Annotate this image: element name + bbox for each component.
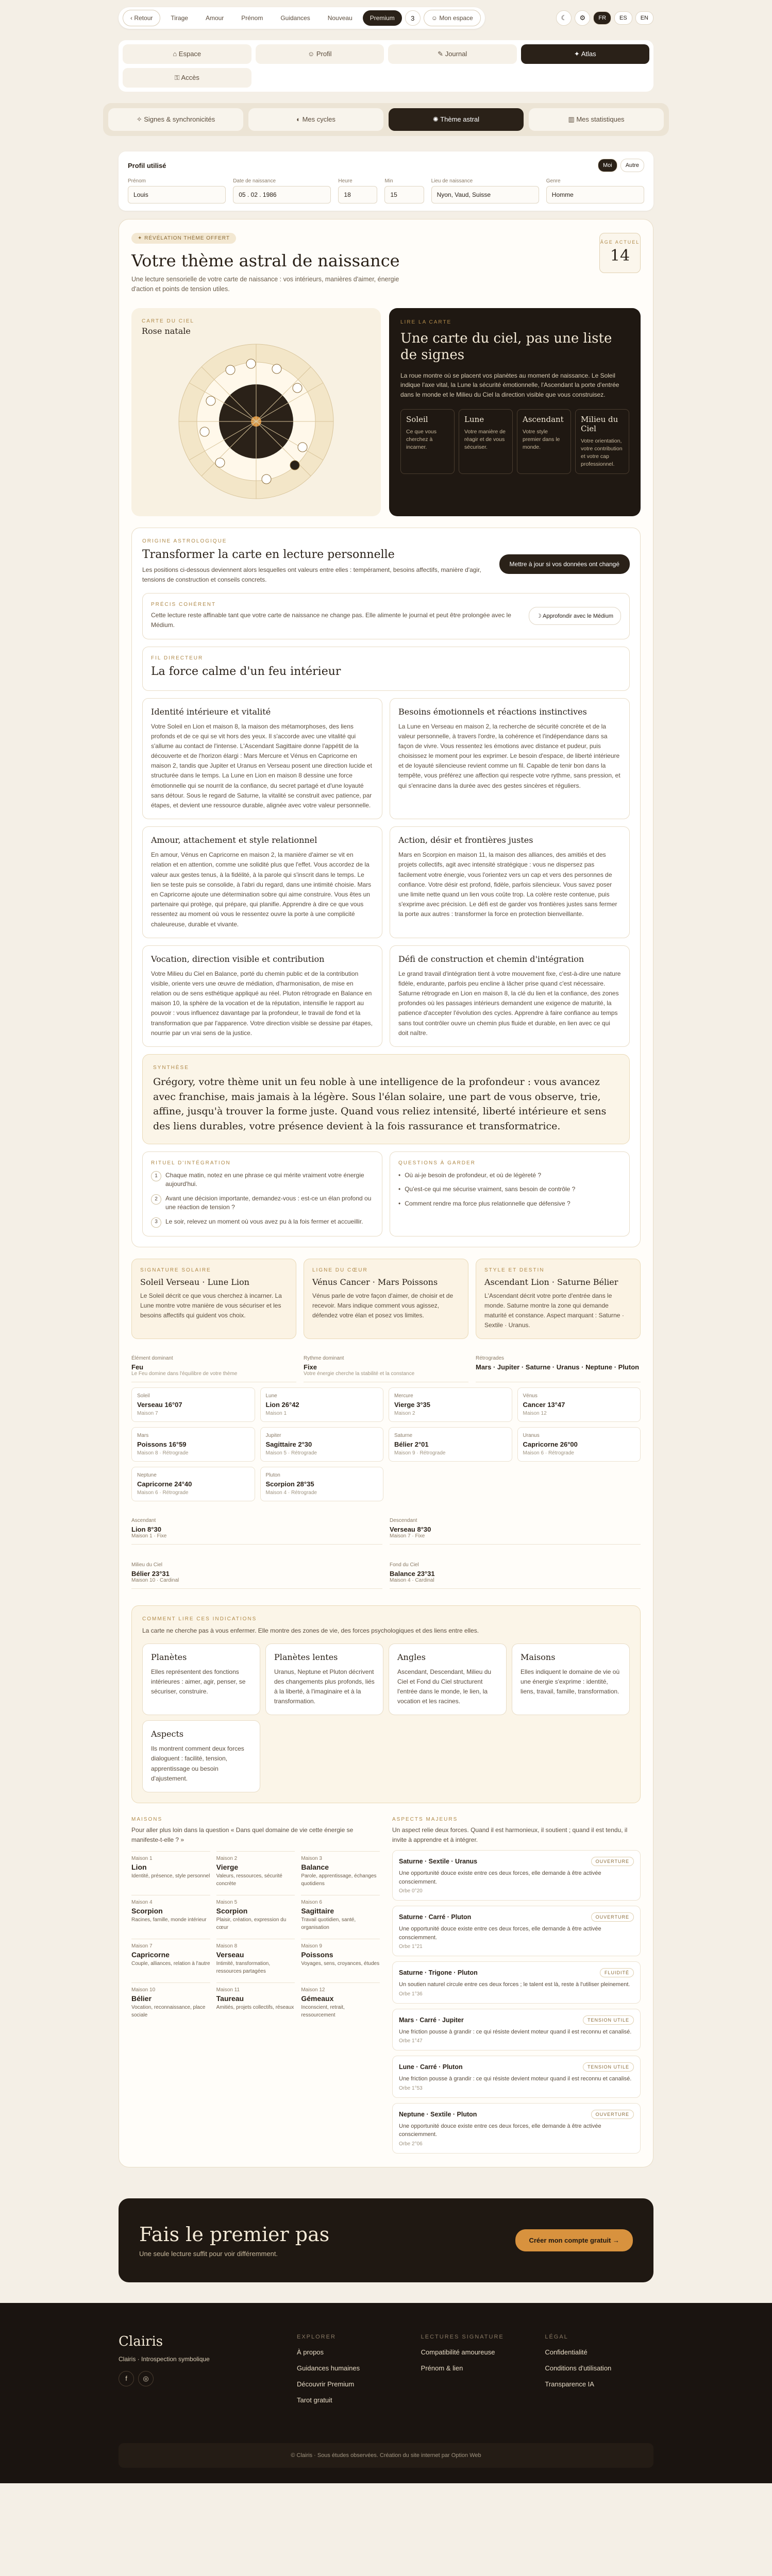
footer-link[interactable]: Prénom & lien: [421, 2364, 463, 2372]
premium-count-badge: 3: [405, 10, 421, 26]
aspects-section: ASPECTS MAJEURS Un aspect relie deux forces. Quand il est harmonieux, il soutient ; quand il est tendu, il invite à apprendre et à intégrer. Saturne · Sextile · Uranus OUVERTURE Une opportunité douce existe entre ces deux forces, elle demande à être activée consciemment. Orbe 0°20 Saturne · Carré · Pluton OUVERTURE Une opportunité douce existe entre ces deux forces, elle demande à être activée consciemment. Orbe 1°21 Saturne · Trigone · Pluton FLUIDITÉ Un soutien naturel circule entre ces deux forces ; le talent est là, reste à l'utiliser pleinement. Orbe 1°36 Mars · Carré · Jupiter TENSION UTILE Une friction pousse à grandir : ce qui résiste devient moteur quand il est reconnu et canalisé. Orbe 1°47 Lune · Carré · Pluton TENSION UTILE Une friction pousse à grandir : ce qui résiste devient moteur quand il est reconnu et canalisé. Orbe 1°53 Neptune · Sextile · Pluton OUVERTURE Une opportunité douce existe entre ces deux forces, elle demande à être activée consciemment. Orbe 2°06: [392, 1817, 641, 2154]
house-5: Maison 5 Scorpion Plaisir, création, expression du cœur: [216, 1895, 295, 1931]
howto-maisons: Maisons Elles indiquent le domaine de vie où une énergie s'exprime : identité, liens, travail, famille, transformation.: [512, 1643, 630, 1716]
tab-theme-astral[interactable]: ✺ Thème astral: [389, 108, 524, 131]
page-subtitle: Une lecture sensorielle de votre carte de naissance : vos intérieurs, manières d'aimer, énergie d'action et points de tension utiles.: [131, 276, 399, 293]
block-amour: Amour, attachement et style relationnel En amour, Vénus en Capricorne en maison 2, la manière d'aimer se vit en relation et en attention, comme une solidité plus que l'effet. Vous accordez de la valeur aux gestes tenus, à la fidélité, à la parole qui s'inscrit dans le temps. Le lien se teste puis se consolide, à l'abri du regard, dans une intimité choisie. Mars en Capricorne ajoute une détermination sobre qui aime construire. Vous êtes un partenaire qui protège, qui prépare, qui planifie. Apprendre à dire ce que vous ressentez au moment où vous le ressentez ouvre la porte à une complicité chaleureuse, durable et vivante.: [142, 826, 382, 938]
dominant-element: Élément dominant Feu Le Feu domine dans l'équilibre de votre thème: [131, 1350, 296, 1382]
angles-grid: [131, 1513, 641, 1594]
aspect-row: Mars · Carré · Jupiter TENSION UTILE Une friction pousse à grandir : ce qui résiste devient moteur quand il est reconnu et canalisé. Orbe 1°47: [392, 2009, 641, 2051]
lang-es[interactable]: ES: [614, 11, 632, 25]
birthdate-input[interactable]: 05 . 02 . 1986: [233, 186, 331, 204]
theme-toggle-icon[interactable]: ☾: [556, 10, 572, 26]
instagram-icon[interactable]: ◎: [138, 2371, 154, 2386]
block-identite: Identité intérieure et vitalité Votre Soleil en Lion et maison 8, la maison des métamorphoses, des liens profonds et de ce qui se vit hors des yeux. Il s'accorde avec une vitalité qui s'allume au contact de l'intense. L'Ascendant Sagittaire donne l'appétit de la découverte et de l'horizon élargi : Mars Mercure et Vénus en Capricorne en maison 2, tandis que Jupiter et Uranus en Verseau posent une direction lucide et structurée dans le temps. La Lune en Lion en maison 8 dessine une force émotionnelle qui se nourrit de la confiance, du secret partagé et d'une loyauté sans détour. Sous le regard de Saturne, la vitalité se construit avec patience, par étapes, et devient une ressource durable, alignée avec votre valeur personnelle.: [142, 698, 382, 820]
house-6: Maison 6 Sagittaire Travail quotidien, santé, organisation: [301, 1895, 380, 1931]
house-8: Maison 8 Verseau Intimité, transformation, ressources partagées: [216, 1939, 295, 1975]
profile-panel: [119, 151, 653, 211]
back-button[interactable]: ‹ Retour: [123, 10, 160, 26]
update-data-button[interactable]: Mettre à jour si vos données ont changé: [499, 554, 630, 574]
transform-text: Les positions ci-dessous deviennent alors lesquelles ont valeurs entre elles : tempérament, besoins affectifs, manière d'agir, tensions de construction et conseils concrets.: [142, 566, 481, 583]
tab-espace[interactable]: ⌂ Espace: [123, 44, 251, 64]
key-milieu-du-ciel: Milieu du Ciel Votre orientation, votre contribution et votre cap professionnel.: [575, 409, 629, 474]
reading-text: La roue montre où se placent vos planètes au moment de naissance. Le Soleil indique l'axe vital, la Lune la sécurité émotionnelle, l'Ascendant la porte d'entrée dans le monde et le Milieu du Ciel la direction visible que vous construisez.: [400, 371, 619, 398]
prenom-input[interactable]: Louis: [128, 186, 226, 204]
tab-cycles[interactable]: ◐ Mes cycles: [248, 108, 383, 131]
accuracy-text: Cette lecture reste affinable tant que votre carte de naissance ne change pas. Elle alimente le journal et peut être prolongée avec le Médium.: [151, 612, 511, 629]
block-defi: Défi de construction et chemin d'intégration Le grand travail d'intégration tient à votre mouvement fixe, c'est-à-dire une nature fidèle, endurante, parfois peu encline à lâcher prise quand c'est nécessaire. Saturne rétrograde en Lion en maison 8, la clé du lien et la confiance, des zones profondes où les passages intérieurs demandent une exigence de maturité, la patience d'accepter l'évolution des cycles. Apprendre à faire confiance au temps sans tout contrôler ouvre un chemin plus fluide et durable, en lien avec ce qui doit naître.: [390, 945, 630, 1047]
natal-chart-card: [119, 219, 653, 2167]
footer-link[interactable]: Découvrir Premium: [297, 2380, 355, 2388]
meta-row: [131, 1350, 641, 1387]
space-tabs: [119, 40, 653, 92]
copyright: © Clairis · Sous études observées. Création du site internet par Option Web: [119, 2443, 653, 2468]
howto-text: La carte ne cherche pas à vous enfermer. Elle montre des zones de vie, des forces psychologiques et des liens entre elles.: [142, 1627, 479, 1635]
hour-select[interactable]: 18: [338, 186, 377, 204]
key-lune: Lune Votre manière de réagir et de vous sécuriser.: [459, 409, 513, 474]
nav-prenom[interactable]: Prénom: [241, 14, 263, 22]
footer-link[interactable]: Tarot gratuit: [297, 2396, 332, 2404]
planet-saturne: Saturne Bélier 2°01 Maison 9 · Rétrograde: [389, 1427, 512, 1462]
angle-fond-du-ciel: Fond du Ciel Balance 23°31 Maison 4 · Cardinal: [390, 1557, 641, 1589]
label-min: Min: [384, 178, 393, 184]
birthplace-input[interactable]: Nyon, Vaud, Suisse: [431, 186, 539, 204]
ritual-box: RITUEL D'INTÉGRATION 1 Chaque matin, notez en une phrase ce qui mérite vraiment votre énergie aujourd'hui. 2 Avant une décision importante, demandez-vous : est-ce un élan profond ou une réaction de tension ? 3 Le soir, relevez un moment où vous avez pu à la fois fermer et accueillir.: [142, 1151, 382, 1236]
aspect-row: Saturne · Sextile · Uranus OUVERTURE Une opportunité douce existe entre ces deux forces, elle demande à être activée consciemment. Orbe 0°20: [392, 1850, 641, 1901]
cta-banner: [119, 2198, 653, 2282]
footer-tagline: Clairis · Introspection symbolique: [119, 2355, 210, 2363]
howto-planetes: Planètes Elles représentent des fonctions intérieures : aimer, agir, penser, se sécuriser, construire.: [142, 1643, 260, 1716]
header-controls: [556, 10, 653, 26]
trio-destin: STYLE ET DESTIN Ascendant Lion · Saturne Bélier L'Ascendant décrit votre porte d'entrée dans le monde. Saturne montre la zone qui demande maturité et constance. Aspect marquant : Saturne · Sextile · Uranus.: [476, 1259, 641, 1340]
wheel-title: Rose natale: [142, 326, 191, 336]
trio-coeur: LIGNE DU CŒUR Vénus Cancer · Mars Poissons Vénus parle de votre façon d'aimer, de choisir et de recevoir. Mars indique comment vous agissez, défendez votre élan et posez vos limites.: [304, 1259, 468, 1340]
age-value: 14: [610, 247, 630, 265]
angle-descendant: Descendant Verseau 8°30 Maison 7 · Fixe: [390, 1513, 641, 1545]
label-prenom: Prénom: [128, 178, 146, 184]
planet-neptune: Neptune Capricorne 24°40 Maison 6 · Rétrograde: [131, 1467, 255, 1501]
questions-box: QUESTIONS À GARDER • Où ai-je besoin de profondeur, et où de légèreté ? • Qu'est-ce qui me sécurise vraiment, sans besoin de contrôle ? • Comment rendre ma force plus relationnelle que défensive ?: [390, 1151, 630, 1236]
settings-icon[interactable]: ⚙: [575, 10, 590, 26]
block-vocation: Vocation, direction visible et contribution Votre Milieu du Ciel en Balance, porté du chemin public et de la contribution visible, oriente vers une œuvre de médiation, d'harmonisation, de mise en relation ou de sens esthétique appliqué au réel. Pluton rétrograde en Balance en maison 10, la sphère de la vocation et de la réputation, intensifie le rapport au pouvoir : vous influencez davantage par la profondeur, le travail de fond et la transformation que par l'apparence. Votre direction visible se dessine par étapes, nourrie par un vrai sens de la justice.: [142, 945, 382, 1047]
aspect-row: Saturne · Carré · Pluton OUVERTURE Une opportunité douce existe entre ces deux forces, elle demande à être activée consciemment. Orbe 1°21: [392, 1906, 641, 1956]
label-genre: Genre: [546, 178, 561, 184]
dominant-rhythm: Rythme dominant Fixe Votre énergie cherche la stabilité et la constance: [304, 1350, 468, 1382]
house-2: Maison 2 Vierge Valeurs, ressources, sécurité concrète: [216, 1851, 295, 1888]
planet-uranus: Uranus Capricorne 26°00 Maison 6 · Rétrograde: [517, 1427, 641, 1462]
natal-wheel: [174, 339, 339, 504]
nav-tirage[interactable]: Tirage: [171, 14, 188, 22]
minute-select[interactable]: 15: [384, 186, 424, 204]
profile-title: Profil utilisé: [128, 161, 166, 170]
profile-self-toggle[interactable]: Moi: [598, 159, 617, 172]
director-box: FIL DIRECTEUR La force calme d'un feu intérieur: [142, 647, 630, 691]
key-ascendant: Ascendant Votre style premier dans le monde.: [517, 409, 571, 474]
synthesis-text: Grégory, votre thème unit un feu noble à une intelligence de la profondeur : vous avancez avec franchise, mais jamais à la légère. Sous l'élan solaire, une part de vous observe, trie, affine, jusqu'à trouver la forme juste. Quand vous reliez intensité, liberté intérieure et sens des liens durables, votre présence devient à la fois rassurance et transformatrice.: [153, 1076, 607, 1132]
house-9: Maison 9 Poissons Voyages, sens, croyances, études: [301, 1939, 380, 1975]
aspect-row: Lune · Carré · Pluton TENSION UTILE Une friction pousse à grandir : ce qui résiste devient moteur quand il est reconnu et canalisé. Orbe 1°53: [392, 2056, 641, 2098]
tab-signes[interactable]: ✧ Signes & synchronicités: [108, 108, 243, 131]
reading-title: Une carte du ciel, pas une liste de signes: [400, 330, 612, 363]
synthesis-box: SYNTHÈSE Grégory, votre thème unit un feu noble à une intelligence de la profondeur : vous avancez avec franchise, mais jamais à la légère. Sous l'élan solaire, une part de vous observe, trie, affine, jusqu'à trouver la forme juste. Quand vous reliez intensité, liberté intérieure et sens des liens durables, votre présence devient à la fois rassurance et transformatrice.: [142, 1054, 630, 1144]
facebook-icon[interactable]: f: [119, 2371, 134, 2386]
gender-select[interactable]: Homme: [546, 186, 644, 204]
footer-link[interactable]: Conditions d'utilisation: [545, 2364, 612, 2372]
page-title: Votre thème astral de naissance: [131, 251, 400, 270]
my-space-button[interactable]: ☺ Mon espace: [424, 10, 481, 26]
retrogrades: Rétrogrades Mars · Jupiter · Saturne · Uranus · Neptune · Pluton: [476, 1350, 641, 1382]
footer-link[interactable]: Compatibilité amoureuse: [421, 2348, 495, 2356]
reading-panel: [389, 308, 641, 516]
create-account-button[interactable]: Créer mon compte gratuit →: [515, 2229, 633, 2251]
aspect-row: Neptune · Sextile · Pluton OUVERTURE Une opportunité douce existe entre ces deux forces, elle demande à être activée consciemment. Orbe 2°06: [392, 2103, 641, 2154]
label-heure: Heure: [338, 178, 353, 184]
footer-link[interactable]: Confidentialité: [545, 2348, 588, 2356]
aspect-row: Saturne · Trigone · Pluton FLUIDITÉ Un soutien naturel circule entre ces deux forces ; le talent est là, reste à l'utiliser pleinement. Orbe 1°36: [392, 1961, 641, 2004]
medium-button[interactable]: ☽ Approfondir avec le Médium: [529, 607, 621, 625]
howto-angles: Angles Ascendant, Descendant, Milieu du Ciel et Fond du Ciel structurent l'entrée dans le monde, le lien, la vocation et les racines.: [389, 1643, 507, 1716]
trio-solaire: SIGNATURE SOLAIRE Soleil Verseau · Lune Lion Le Soleil décrit ce que vous cherchez à incarner. La Lune montre votre manière de vous sécuriser et les besoins affectifs qui guident vos choix.: [131, 1259, 296, 1340]
house-3: Maison 3 Balance Parole, apprentissage, échanges quotidiens: [301, 1851, 380, 1888]
lang-en[interactable]: EN: [635, 11, 653, 25]
hero-badge: ✦ RÉVÉLATION THÈME OFFERT: [131, 233, 236, 244]
footer-link[interactable]: Transparence IA: [545, 2380, 594, 2388]
wheel-panel: [131, 308, 381, 516]
howto-planetes-lentes: Planètes lentes Uranus, Neptune et Pluton décrivent des changements plus profonds, liés à la liberté, à l'imaginaire et à la transformation.: [265, 1643, 383, 1716]
footer-link[interactable]: Guidances humaines: [297, 2364, 360, 2372]
reading-blocks: [142, 698, 630, 1047]
howto-aspects: Aspects Ils montrent comment deux forces dialoguent : facilité, tension, apprentissage ou besoin d'ajustement.: [142, 1720, 260, 1792]
block-besoins: Besoins émotionnels et réactions instinctives La Lune en Verseau en maison 2, la recherche de sécurité concrète et de la valeur personnelle, à travers l'ordre, la cohérence et l'indépendance dans sa façon de vivre. Vous ressentez les émotions avec distance et pudeur, puis choisissez le moment pour les exprimer. Le besoin d'espace, de liberté intérieure et de loyauté silencieuse revient comme un fil. Capable de tenir bon dans la tempête, vous préférez une affection qui respecte votre rythme, sans pression, et qui s'enracine dans la durée avec des gestes sincères et réguliers.: [390, 698, 630, 820]
house-10: Maison 10 Bélier Vocation, reconnaissance, place sociale: [131, 1982, 210, 2019]
cta-subtitle: Une seule lecture suffit pour voir différemment.: [139, 2249, 278, 2258]
planet-mercure: Mercure Vierge 3°35 Maison 2: [389, 1387, 512, 1422]
signature-trio: [131, 1259, 641, 1340]
house-7: Maison 7 Capricorne Couple, alliances, relation à l'autre: [131, 1939, 210, 1975]
tab-statistiques[interactable]: ▥ Mes statistiques: [529, 108, 664, 131]
key-soleil: Soleil Ce que vous cherchez à incarner.: [400, 409, 455, 474]
block-action: Action, désir et frontières justes Mars en Scorpion en maison 11, la maison des alliances, des amitiés et des projets collectifs, agit avec intensité stratégique : vous ne dispersez pas facilement votre énergie, vous l'orientez vers un cap et vers des personnes de confiance. Votre désir est profond, fidèle, parfois silencieux. Vous savez poser une limite nette quand un lien vous coûte trop. La colère reste contenue, puis s'exprime avec précision. Le défi est de garder vos frontières justes sans fermer la porte aux autres : transformer la force en protection bienveillante.: [390, 826, 630, 938]
tab-journal[interactable]: ✎ Journal: [388, 44, 517, 64]
houses-section: MAISONS Pour aller plus loin dans la question « Dans quel domaine de vie cette énergie se manifeste-t-elle ? » Maison 1 Lion Identité, présence, style personnel Maison 2 Vierge Valeurs, ressources, sécurité concrète Maison 3 Balance Parole, apprentissage, échanges quotidiens Maison 4 Scorpion Racines, famille, monde intérieur Maison 5 Scorpion Plaisir, création, expression du cœur Maison 6 Sagittaire Travail quotidien, santé, organisation Maison 7 Capricorne Couple, alliances, relation à l'autre Maison 8 Verseau Intimité, transformation, ressources partagées Maison 9 Poissons Voyages, sens, croyances, études Maison 10 Bélier Vocation, reconnaissance, place sociale Maison 11 Taureau Amitiés, projets collectifs, réseaux Maison 12 Gémeaux Inconscient, retrait, ressourcement: [131, 1817, 380, 2154]
angle-ascendant: Ascendant Lion 8°30 Maison 1 · Fixe: [131, 1513, 382, 1545]
planet-jupiter: Jupiter Sagittaire 2°30 Maison 5 · Rétrograde: [260, 1427, 384, 1462]
planet-lune: Lune Lion 26°42 Maison 1: [260, 1387, 384, 1422]
nav-nouveau[interactable]: Nouveau: [327, 14, 353, 22]
planet-soleil: Soleil Verseau 16°07 Maison 7: [131, 1387, 255, 1422]
house-11: Maison 11 Taureau Amitiés, projets collectifs, réseaux: [216, 1982, 295, 2019]
house-1: Maison 1 Lion Identité, présence, style personnel: [131, 1851, 210, 1888]
cta-title: Fais le premier pas: [139, 2223, 330, 2246]
house-4: Maison 4 Scorpion Racines, famille, monde intérieur: [131, 1895, 210, 1931]
label-date: Date de naissance: [233, 178, 276, 184]
label-lieu: Lieu de naissance: [431, 178, 473, 184]
tab-acces[interactable]: ⚿ Accès: [123, 68, 251, 88]
tab-atlas[interactable]: ✦ Atlas: [521, 44, 650, 64]
nav-guidances[interactable]: Guidances: [280, 14, 310, 22]
nav-premium[interactable]: Premium: [363, 10, 402, 26]
profile-other-toggle[interactable]: Autre: [620, 159, 644, 172]
angle-milieu-du-ciel: Milieu du Ciel Bélier 23°31 Maison 10 · Cardinal: [131, 1557, 382, 1589]
main-nav: [119, 7, 485, 29]
transform-section: ORIGINE ASTROLOGIQUE Transformer la carte en lecture personnelle Les positions ci-dessous deviennent alors lesquelles ont valeurs entre elles : tempérament, besoins affectifs, manière d'agir, tensions de construction et conseils concrets. Mettre à jour si vos données ont changé PRÉCIS COHÉRENT Cette lecture reste affinable tant que votre carte de naissance ne change pas. Elle alimente le journal et peut être prolongée avec le Médium. ☽ Approfondir avec le Médium FIL DIRECTEUR La force calme d'un feu intérieur Identité intérieure et vitalité Votre Soleil en Lion et maison 8, la maison des métamorphoses, des liens profonds et de ce qui se vit hors des yeux. Il s'accorde avec une vitalité qui s'allume au contact de l'intense. L'Ascendant Sagittaire donne l'appétit de la découverte et de l'horizon élargi : Mars Mercure et Vénus en Capricorne en maison 2, tandis que Jupiter et Uranus en Verseau posent une direction lucide et structurée dans le temps. La Lune en Lion en maison 8 dessine une force émotionnelle qui se nourrit de la confiance, du secret partagé et d'une loyauté sans détour. Sous le regard de Saturne, la vitalité se construit avec patience, par étapes, et devient une ressource durable, alignée avec votre valeur personnelle. Besoins émotionnels et réactions instinctives La Lune en Verseau en maison 2, la recherche de sécurité concrète et de la valeur personnelle, à travers l'ordre, la cohérence et l'indépendance dans sa façon de vivre. Vous ressentez les émotions avec distance et pudeur, puis choisissez le moment pour les exprimer. Le besoin d'espace, de liberté intérieure et de loyauté silencieuse revient comme un fil. Capable de tenir bon dans la tempête, vous préférez une affection qui respecte votre rythme, sans pression, et qui s'enracine dans la durée avec des gestes sincères et réguliers. Amour, attachement et style relationnel En amour, Vénus en Capricorne en maison 2, la manière d'aimer se vit en relation et en attention, comme une solidité plus que l'effet. Vous accordez de la valeur aux gestes tenus, à la fidélité, à la parole qui s'inscrit dans le temps. Le lien se teste puis se consolide, à l'abri du regard, dans une intimité choisie. Mars en Capricorne ajoute une détermination sobre qui aime construire. Vous êtes un partenaire qui protège, qui prépare, qui planifie. Apprendre à dire ce que vous ressentez au moment où vous le ressentez ouvre la porte à une complicité chaleureuse, durable et vivante. Action, désir et frontières justes Mars en Scorpion en maison 11, la maison des alliances, des amitiés et des projets collectifs, agit avec intensité stratégique : vous ne dispersez pas facilement votre énergie, vous l'orientez vers un cap et vers des personnes de confiance. Votre désir est profond, fidèle, parfois silencieux. Vous savez poser une limite nette quand un lien vous coûte trop. La colère reste contenue, puis s'exprime avec précision. Le défi est de garder vos frontières justes sans fermer la porte aux autres : transformer la force en protection bienveillante. Vocation, direction visible et contribution Votre Milieu du Ciel en Balance, porté du chemin public et de la contribution visible, oriente vers une œuvre de médiation, d'harmonisation, de mise en relation ou de sens esthétique appliqué au réel. Pluton rétrograde en Balance en maison 10, la sphère de la vocation et de la réputation, intensifie le rapport au pouvoir : vous influencez davantage par la profondeur, le travail de fond et la transformation que par l'apparence. Votre direction visible se dessine par étapes, nourrie par un vrai sens de la justice. Défi de construction et chemin d'intégration Le grand travail d'intégration tient à votre mouvement fixe, c'est-à-dire une nature fidèle, endurante, parfois peu encline à lâcher prise quand c'est nécessaire. Saturne rétrograde en Lion en maison 8, la clé du lien et la confiance, des zones profondes où les passages intérieurs demandent une exigence de maturité, la patience d'accepter l'évolution des cycles. Apprendre à faire confiance au temps sans tout contrôler ouvre un chemin plus fluide et durable, en lien avec ce qui doit naître. SYNTHÈSE Grégory, votre thème unit un feu noble à une intelligence de la profondeur : vous avancez avec franchise, mais jamais à la légère. Sous l'élan solaire, une part de vous observe, trie, affine, jusqu'à trouver la forme juste. Quand vous reliez intensité, liberté intérieure et sens des liens durables, votre présence devient à la fois rassurance et transformatrice. RITUEL D'INTÉGRATION 1 Chaque matin, notez en une phrase ce qui mérite vraiment votre énergie aujourd'hui. 2 Avant une décision importante, demandez-vous : est-ce un élan profond ou une réaction de tension ? 3 Le soir, relevez un moment où vous avez pu à la fois fermer et accueillir. QUESTIONS À GARDER • Où ai-je besoin de profondeur, et où de légèreté ? • Qu'est-ce qui me sécurise vraiment, sans besoin de contrôle ? • Comment rendre ma force plus relationnelle que défensive ?: [131, 528, 641, 1247]
planet-pluton: Pluton Scorpion 28°35 Maison 4 · Rétrograde: [260, 1467, 384, 1501]
accuracy-box: PRÉCIS COHÉRENT Cette lecture reste affinable tant que votre carte de naissance ne change pas. Elle alimente le journal et peut être prolongée avec le Médium. ☽ Approfondir avec le Médium: [142, 593, 630, 639]
wheel-eyebrow: CARTE DU CIEL: [142, 318, 194, 324]
atlas-tabs: [103, 103, 669, 136]
tab-profil[interactable]: ☺ Profil: [256, 44, 384, 64]
footer: Clairis Clairis · Introspection symbolique f ◎ EXPLORER À propos Guidances humaines Découvrir Premium Tarot gratuit LECTURES SIGNATURE Compatibilité amoureuse Prénom & lien LÉGAL Confidentialité Conditions d'utilisation Transparence IA © Clairis · Sous études observées. Création du site internet par Option Web: [0, 2303, 772, 2483]
reading-eyebrow: LIRE LA CARTE: [400, 319, 452, 325]
transform-title: Transformer la carte en lecture personnelle: [142, 548, 395, 561]
top-bar: [0, 0, 772, 36]
nav-amour[interactable]: Amour: [205, 14, 224, 22]
house-12: Maison 12 Gémeaux Inconscient, retrait, ressourcement: [301, 1982, 380, 2019]
lang-fr[interactable]: FR: [593, 11, 611, 25]
footer-link[interactable]: À propos: [297, 2348, 324, 2356]
planet-grid: [131, 1387, 641, 1501]
footer-brand: Clairis: [119, 2333, 163, 2349]
director-title: La force calme d'un feu intérieur: [151, 665, 341, 678]
age-box: ÂGE ACTUEL 14: [599, 233, 641, 273]
planet-mars: Mars Poissons 16°59 Maison 8 · Rétrograde: [131, 1427, 255, 1462]
planet-venus: Vénus Cancer 13°47 Maison 12: [517, 1387, 641, 1422]
howto-section: COMMENT LIRE CES INDICATIONS La carte ne cherche pas à vous enfermer. Elle montre des zones de vie, des forces psychologiques et des liens entre elles. Planètes Elles représentent des fonctions intérieures : aimer, agir, penser, se sécuriser, construire. Planètes lentes Uranus, Neptune et Pluton décrivent des changements plus profonds, liés à la liberté, à l'imaginaire et à la transformation. Angles Ascendant, Descendant, Milieu du Ciel et Fond du Ciel structurent l'entrée dans le monde, le lien, la vocation et les racines. Maisons Elles indiquent le domaine de vie où une énergie s'exprime : identité, liens, travail, famille, transformation. Aspects Ils montrent comment deux forces dialoguent : facilité, tension, apprentissage ou besoin d'ajustement.: [131, 1605, 641, 1803]
